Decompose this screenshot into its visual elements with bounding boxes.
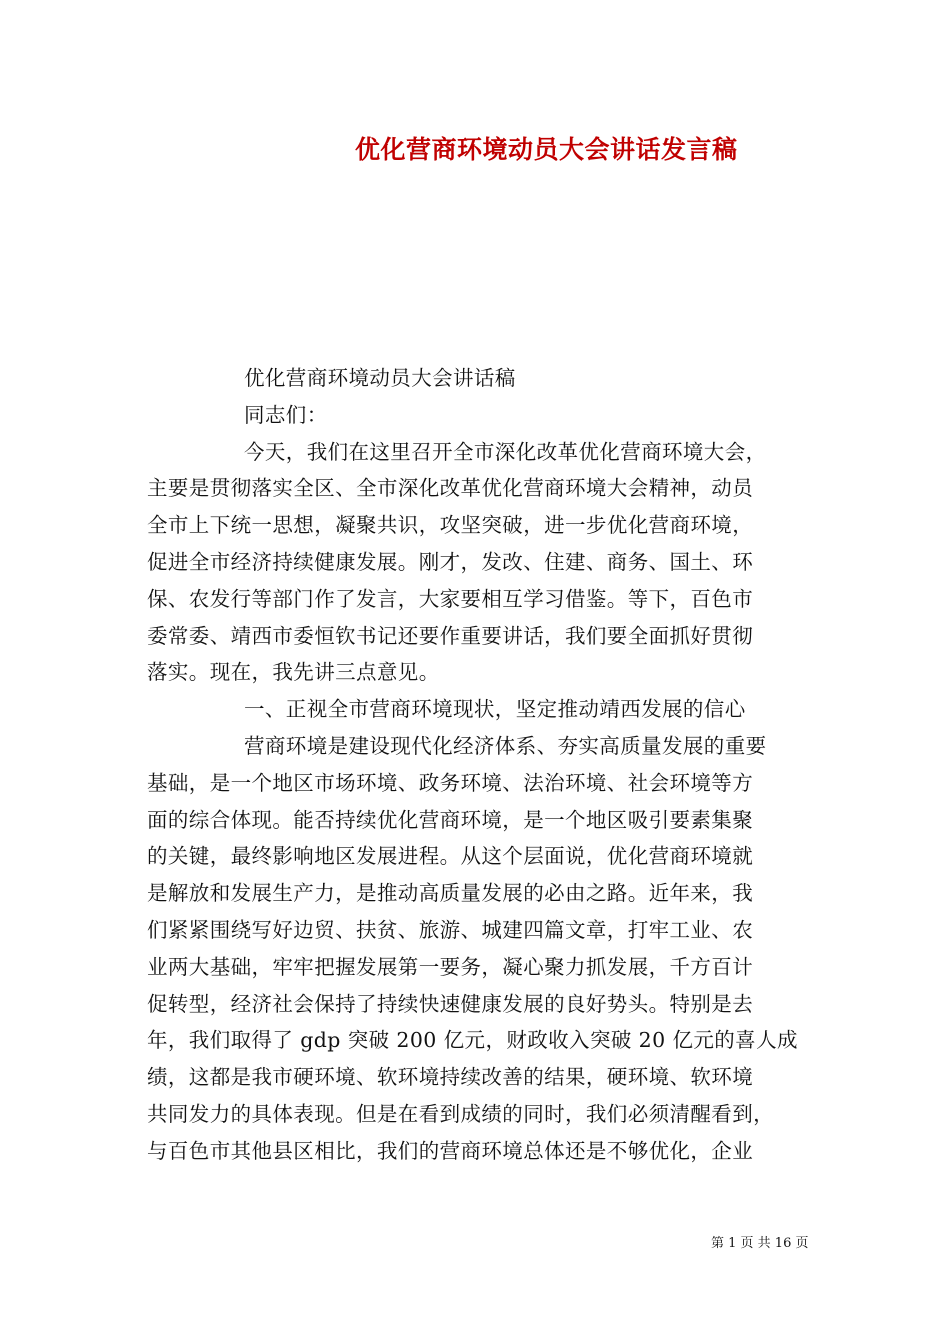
section-heading: 一、正视全市营商环境现状，坚定推动靖西发展的信心 [244,697,746,722]
paragraph-line: 营商环境是建设现代化经济体系、夯实高质量发展的重要 [244,733,767,758]
paragraph-line: 的关键，最终影响地区发展进程。从这个层面说，优化营商环境就 [147,844,754,869]
paragraph-line: 面的综合体现。能否持续优化营商环境，是一个地区吸引要素集聚 [147,807,754,832]
paragraph-line: 绩，这都是我市硬环境、软环境持续改善的结果，硬环境、软环境 [147,1065,754,1090]
paragraph-line: 促转型，经济社会保持了持续快速健康发展的良好势头。特别是去 [147,991,754,1016]
document-title: 优化营商环境动员大会讲话发言稿 [355,135,738,164]
paragraph-line: 今天，我们在这里召开全市深化改革优化营商环境大会， [244,439,767,464]
paragraph-line: 共同发力的具体表现。但是在看到成绩的同时，我们必须清醒看到， [147,1101,774,1126]
paragraph-line: 们紧紧围绕写好边贸、扶贫、旅游、城建四篇文章，打牢工业、农 [147,917,754,942]
paragraph-line: 落实。现在，我先讲三点意见。 [147,660,440,685]
paragraph-line: 基础，是一个地区市场环境、政务环境、法治环境、社会环境等方 [147,770,754,795]
paragraph-line: 促进全市经济持续健康发展。刚才，发改、住建、商务、国土、环 [147,549,754,574]
salutation: 同志们： [244,402,328,427]
page-number-footer: 第 1 页 共 16 页 [711,1236,809,1251]
paragraph-line: 全市上下统一思想，凝聚共识，攻坚突破，进一步优化营商环境， [147,513,754,538]
paragraph-line: 与百色市其他县区相比，我们的营商环境总体还是不够优化，企业 [147,1138,754,1163]
paragraph-line: 业两大基础，牢牢把握发展第一要务，凝心聚力抓发展，千方百计 [147,954,754,979]
paragraph-line: 是解放和发展生产力，是推动高质量发展的必由之路。近年来，我 [147,881,754,906]
paragraph-line: 年，我们取得了 gdp 突破 200 亿元，财政收入突破 20 亿元的喜人成 [147,1028,798,1053]
paragraph-line: 保、农发行等部门作了发言，大家要相互学习借鉴。等下，百色市 [147,586,754,611]
speech-heading: 优化营商环境动员大会讲话稿 [244,366,516,390]
paragraph-line: 委常委、靖西市委恒钦书记还要作重要讲话，我们要全面抓好贯彻 [147,623,754,648]
paragraph-line: 主要是贯彻落实全区、全市深化改革优化营商环境大会精神，动员 [147,476,754,501]
document-body [147,360,812,1170]
